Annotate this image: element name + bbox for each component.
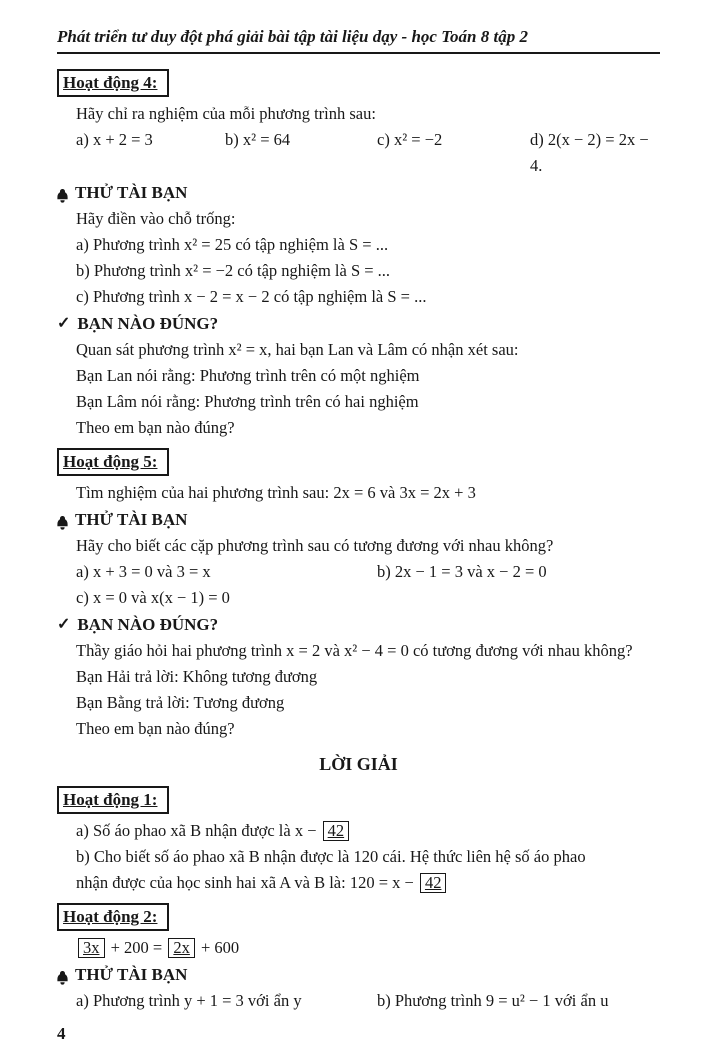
sub-heading-label: THỬ TÀI BẠN	[75, 510, 188, 529]
sub-heading	[57, 310, 660, 337]
boxed-answer: 2x	[168, 938, 195, 958]
sub-heading	[57, 611, 660, 638]
checkmark-icon: ✓	[57, 616, 71, 633]
activity-heading-4	[57, 69, 169, 97]
activity-heading-5	[57, 448, 169, 476]
section-ban-nao-dung-2	[57, 611, 660, 742]
body-line: Quan sát phương trình x² = x, hai bạn Lan và Lâm có nhận xét sau:	[76, 340, 519, 359]
body-line: Bạn Lâm nói rằng: Phương trình trên có hai nghiệm	[76, 392, 419, 411]
boxed-answer: 42	[420, 873, 447, 893]
intro-line: Hãy cho biết các cặp phương trình sau có tương đương với nhau không?	[76, 536, 554, 555]
activity-heading-label: Hoạt động 5:	[63, 452, 158, 471]
sub-heading-label: BẠN NÀO ĐÚNG?	[77, 314, 219, 333]
activity-heading-2	[57, 903, 169, 931]
equation-row	[57, 559, 660, 585]
boxed-answer: 42	[323, 821, 350, 841]
bell-icon	[57, 185, 68, 200]
body-line: Thầy giáo hỏi hai phương trình x = 2 và x² − 4 = 0 có tương đương với nhau không?	[76, 641, 633, 660]
equation-item-b: b) 2x − 1 = 3 và x − 2 = 0	[377, 562, 547, 581]
solution-line-b1: b) Cho biết số áo phao xã B nhận được là 120 cái. Hệ thức liên hệ số áo phao	[76, 847, 586, 866]
body-line: c) Phương trình x − 2 = x − 2 có tập nghiệm là S = ...	[76, 287, 427, 306]
equation-item-a: a) Phương trình y + 1 = 3 với ẩn y	[76, 991, 302, 1010]
activity-heading-1	[57, 786, 169, 814]
section-hoat-dong-2-solution	[57, 896, 660, 961]
sub-heading-label: THỬ TÀI BẠN	[75, 183, 188, 202]
solution-line-a	[57, 818, 660, 844]
body-line: Tìm nghiệm của hai phương trình sau: 2x = 6 và 3x = 2x + 3	[76, 483, 476, 502]
activity-heading-label: Hoạt động 2:	[63, 907, 158, 926]
header-rule	[57, 52, 660, 54]
equation-item-b: b) Phương trình 9 = u² − 1 với ẩn u	[377, 991, 609, 1010]
solution-equation-line	[57, 935, 660, 961]
section-thu-tai-ban-3	[57, 961, 660, 1014]
section-hoat-dong-4	[57, 62, 660, 179]
sub-heading	[57, 179, 660, 206]
boxed-answer: 3x	[78, 938, 105, 958]
equation-item-c: c) x² = −2	[377, 130, 443, 149]
body-line: c) x = 0 và x(x − 1) = 0	[76, 588, 230, 607]
body-line: a) Phương trình x² = 25 có tập nghiệm là S = ...	[76, 235, 389, 254]
sub-heading-label: BẠN NÀO ĐÚNG?	[77, 615, 219, 634]
page-header-title: Phát triển tư duy đột phá giải bài tập tài liệu dạy - học Toán 8 tập 2	[57, 27, 528, 46]
equation-item-a: a) x + 3 = 0 và 3 = x	[76, 562, 211, 581]
body-line: Bạn Lan nói rằng: Phương trình trên có một nghiệm	[76, 366, 420, 385]
sub-heading	[57, 506, 660, 533]
equation-row	[57, 127, 660, 179]
activity-heading-label: Hoạt động 1:	[63, 790, 158, 809]
solution-text: a) Số áo phao xã B nhận được là x −	[76, 821, 321, 840]
checkmark-icon: ✓	[57, 315, 71, 332]
intro-line: Hãy chỉ ra nghiệm của mỗi phương trình sau:	[76, 104, 376, 123]
solution-text: + 600	[196, 938, 240, 957]
page-number: 4	[57, 1024, 66, 1043]
section-hoat-dong-1-solution	[57, 779, 660, 896]
activity-heading-label: Hoạt động 4:	[63, 73, 158, 92]
equation-row	[57, 988, 660, 1014]
section-thu-tai-ban-2	[57, 506, 660, 611]
solution-line-b2	[57, 870, 660, 896]
body-line: b) Phương trình x² = −2 có tập nghiệm là S = ...	[76, 261, 391, 280]
section-hoat-dong-5	[57, 441, 660, 506]
sub-heading	[57, 961, 660, 988]
solution-text: + 200 =	[106, 938, 167, 957]
body-line: Bạn Hải trả lời: Không tương đương	[76, 667, 318, 686]
sub-heading-label: THỬ TÀI BẠN	[75, 965, 188, 984]
equation-item-b: b) x² = 64	[225, 130, 291, 149]
intro-line: Hãy điền vào chỗ trống:	[76, 209, 236, 228]
body-line: Theo em bạn nào đúng?	[76, 719, 235, 738]
equation-item-a: a) x + 2 = 3	[76, 130, 153, 149]
solutions-title: LỜI GIẢI	[319, 754, 398, 774]
solution-text: nhận được của học sinh hai xã A và B là: 120 = x −	[76, 873, 418, 892]
equation-item-d: d) 2(x − 2) = 2x − 4.	[530, 130, 649, 175]
bell-icon	[57, 967, 68, 982]
body-line: Bạn Bằng trả lời: Tương đương	[76, 693, 285, 712]
bell-icon	[57, 512, 68, 527]
section-ban-nao-dung-1	[57, 310, 660, 441]
body-line: Theo em bạn nào đúng?	[76, 418, 235, 437]
section-thu-tai-ban-1	[57, 179, 660, 310]
